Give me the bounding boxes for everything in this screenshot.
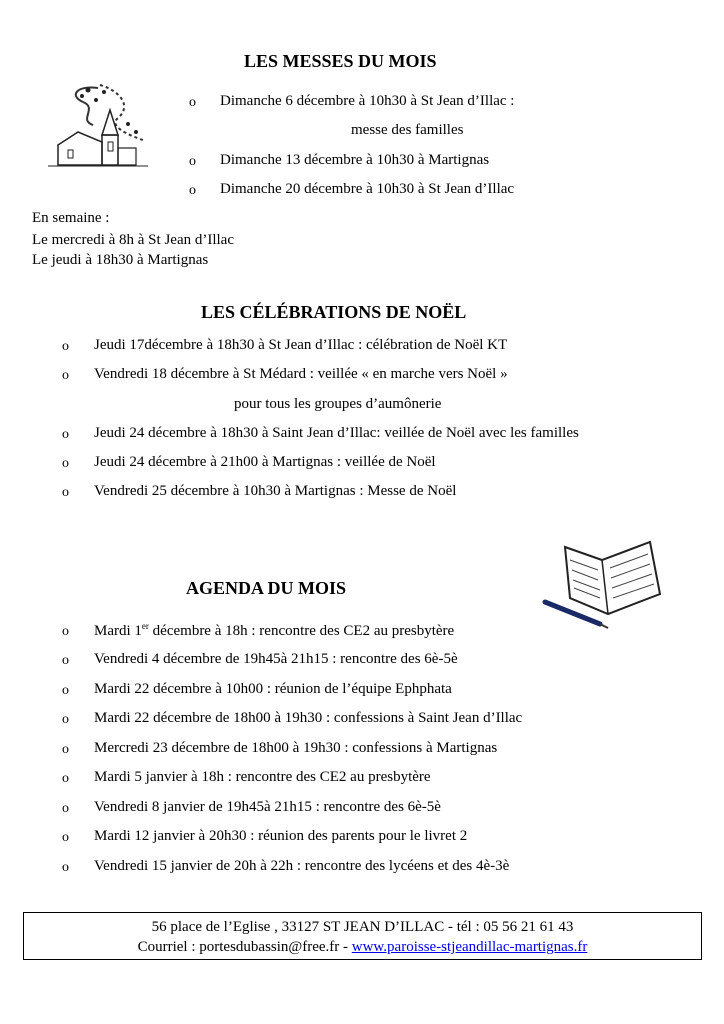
bullet: o [62,456,69,471]
semaine-line: Le mercredi à 8h à St Jean d’Illac [32,232,234,248]
bullet: o [62,860,69,875]
bullet: o [62,830,69,845]
section-title-messes: LES MESSES DU MOIS [244,51,437,71]
footer-contact-line [24,937,701,957]
agenda-item: Mardi 22 décembre à 10h00 : réunion de l’équipe Ephphata [94,681,452,697]
bullet: o [62,427,69,442]
bullet: o [62,485,69,500]
website-link[interactable]: www.paroisse-stjeandillac-martignas.fr [351,939,588,955]
bullet: o [62,742,69,757]
messe-item: Dimanche 6 décembre à 10h30 à St Jean d’Illac : [220,93,515,109]
bullet: o [189,183,196,198]
footer-contact-box [23,912,702,960]
bullet: o [62,712,69,727]
semaine-heading: En semaine : [32,210,110,226]
agenda-item: Vendredi 8 janvier de 19h45à 21h15 : rencontre des 6è-5è [94,799,441,815]
bullet: o [62,368,69,383]
bullet: o [62,653,69,668]
messe-item: Dimanche 13 décembre à 10h30 à Martignas [220,152,490,168]
noel-item: Jeudi 24 décembre à 18h30 à Saint Jean d’Illac: veillée de Noël avec les familles [94,425,579,441]
agenda-item: Vendredi 15 janvier de 20h à 22h : rencontre des lycéens et des 4è-3è [94,858,510,874]
bullet: o [62,801,69,816]
bullet: o [62,683,69,698]
section-title-agenda: AGENDA DU MOIS [186,578,347,598]
noel-item: Jeudi 24 décembre à 21h00 à Martignas : veillée de Noël [94,454,436,470]
agenda-item: Mardi 22 décembre de 18h00 à 19h30 : confessions à Saint Jean d’Illac [94,710,523,726]
bullet: o [62,771,69,786]
agenda-item-text: décembre à 18h : rencontre des CE2 au presbytère [148,623,455,639]
bullet: o [189,95,196,110]
agenda-item: Mardi 5 janvier à 18h : rencontre des CE2 au presbytère [94,769,431,785]
noel-item: Vendredi 18 décembre à St Médard : veillée « en marche vers Noël » [94,366,508,382]
footer-email: Courriel : portesdubassin@free.fr - [137,939,352,955]
noel-item: Jeudi 17décembre à 18h30 à St Jean d’Illac : célébration de Noël KT [94,337,508,353]
noel-item-continuation: pour tous les groupes d’aumônerie [234,396,442,412]
agenda-item-text: Mardi 1 [94,623,142,639]
section-title-noel: LES CÉLÉBRATIONS DE NOËL [201,302,467,322]
bullet: o [62,624,69,639]
messe-item: Dimanche 20 décembre à 10h30 à St Jean d’Illac [220,181,515,197]
bullet: o [62,339,69,354]
footer-address: 56 place de l’Eglise , 33127 ST JEAN D’ILLAC - tél : 05 56 21 61 43 [151,919,574,935]
semaine-line: Le jeudi à 18h30 à Martignas [32,252,209,268]
noel-item: Vendredi 25 décembre à 10h30 à Martignas : Messe de Noël [94,483,457,499]
agenda-item: Mercredi 23 décembre de 18h00 à 19h30 : confessions à Martignas [94,740,498,756]
agenda-item: Mardi 12 janvier à 20h30 : réunion des parents pour le livret 2 [94,828,468,844]
messe-item-continuation: messe des familles [351,122,464,138]
agenda-item: Vendredi 4 décembre de 19h45à 21h15 : rencontre des 6è-5è [94,651,458,667]
church-illustration [38,80,158,185]
bullet: o [189,154,196,169]
agenda-item-superscript: er [141,621,149,631]
agenda-item [94,621,454,640]
book-and-pen-illustration [540,532,670,637]
